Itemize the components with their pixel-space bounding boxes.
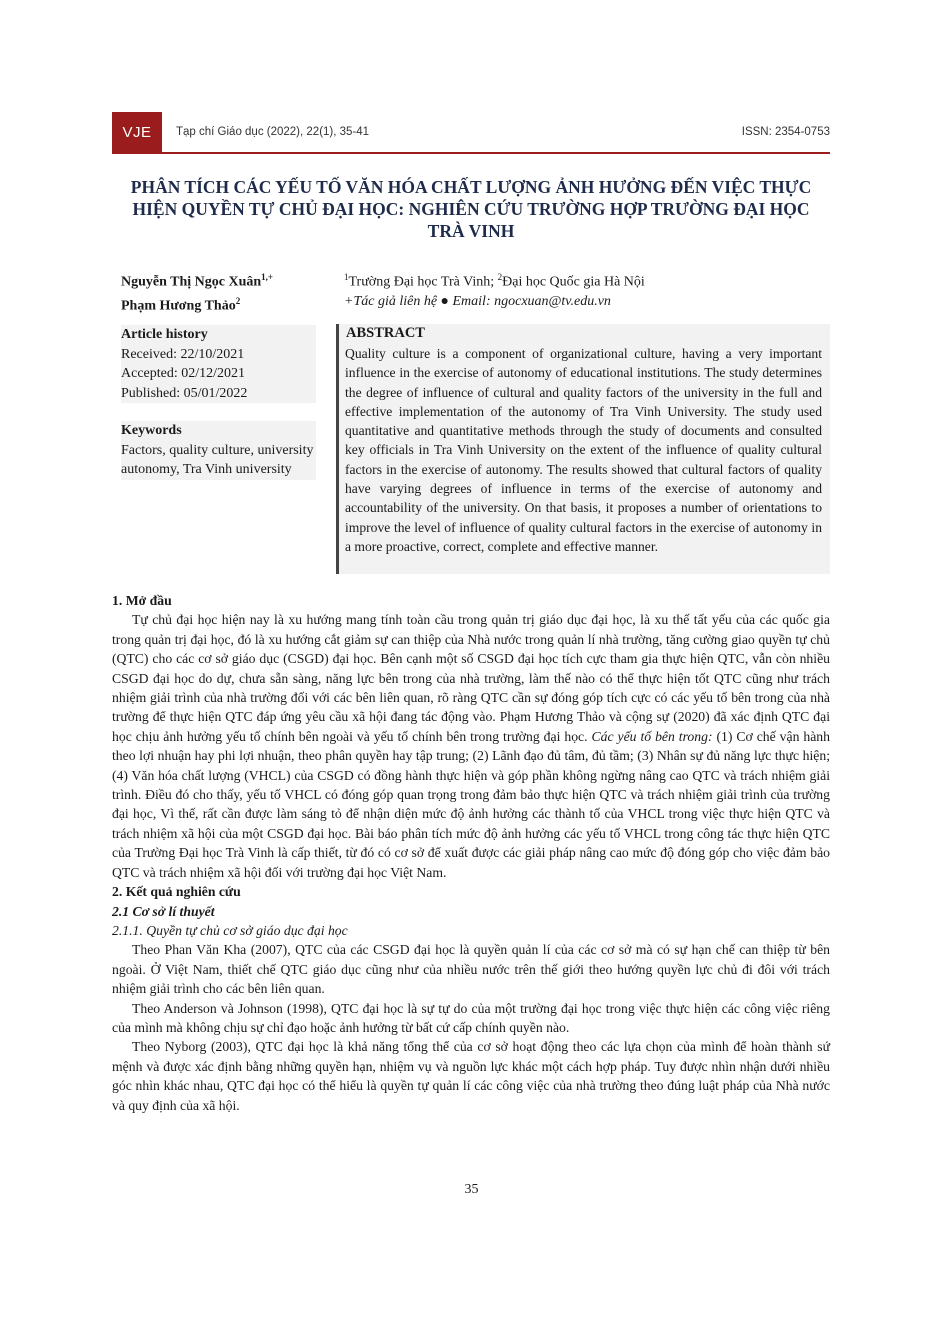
abstract-box xyxy=(336,324,830,574)
article-history xyxy=(121,325,316,403)
contact-email[interactable]: +Tác giả liên hệ ● Email: ngocxuan@tv.edu.vn xyxy=(344,293,611,309)
author-list xyxy=(121,268,273,315)
author-2: Phạm Hương Thảo$^2$ xyxy=(121,295,241,314)
accepted-date: Accepted: 02/12/2021 xyxy=(121,366,246,381)
journal-citation: Tạp chí Giáo dục (2022), 22(1), 35-41 xyxy=(176,126,370,138)
article-title: PHÂN TÍCH CÁC YẾU TỐ VĂN HÓA CHẤT LƯỢNG ẢNH HƯỞNG ĐẾN VIỆC THỰC HIỆN QUYỀN TỰ CHỦ ĐẠI HỌC: NGHIÊN CỨU TRƯỜNG HỢP TRƯỜNG ĐẠI HỌC TRÀ VINH xyxy=(130,177,812,241)
affiliation-line: $^1$Trường Đại học Trà Vinh; $^2$Đại học Quốc gia Hà Nội xyxy=(344,272,645,290)
journal-header xyxy=(112,112,830,152)
subsubsection-heading: 2.1.1. Quyền tự chủ cơ sở giáo dục đại học xyxy=(112,922,348,938)
paragraph: Tự chủ đại học hiện nay là xu hướng mang tính toàn cầu trong quản trị giáo dục đại học, là xu thế tất yếu của các quốc gia trong quản trị đại học, đó là xu hướng cắt giảm sự can thiệp của Nhà nước trong quản lí nhà trường, tăng cường giao quyền tự chủ (QTC) cho các cơ sở giáo dục (CSGD) đại học. Bên cạnh một số CSGD đại học tích cực tham gia thực hiện QTC, vẫn còn nhiều CSGD đại học do dự, chưa sẵn sàng, năng lực bên trong của nhà trường, làm thế nào có thể thực hiện tốt QTC cũng như trách nhiệm giải trình của nhà trường đối với các bên liên quan, rõ ràng QTC cần sự đóng góp tích cực có các yếu tố bên trong của nhà trường để thực hiện QTC đáp ứng yêu cầu xã hội đang tác động vào. Phạm Hương Thảo và cộng sự (2020) đã xác định QTC đại học chịu ảnh hưởng yếu tố chính bên ngoài và yếu tố chính bên trong trường đại học. Các yếu tố bên trong: (1) Cơ chế vận hành theo lợi nhuận hay phi lợi nhuận, theo phân quyền hay tập trung; (2) Lãnh đạo đủ tâm, đủ tầm; (3) Nhân sự đủ năng lực thực hiện; (4) Văn hóa chất lượng (VHCL) của CSGD có đồng hành thực hiện và góp phần không ngừng nâng cao QTC và trách nhiệm giải trình. Điều đó cho thấy, yếu tố VHCL có đóng góp quan trọng trong đảm bảo thực hiện QTC và trách nhiệm giải trình của trường đại học, Vì thế, rất cần được làm sáng tỏ để nhận diện mức độ ảnh hưởng các thành tố của VHCL trong việc thực hiện QTC và trách nhiệm xã hội của một CSGD đại học. Bài báo phân tích mức độ ảnh hưởng các yếu tố VHCL trong công tác thực hiện QTC của Trường Đại học Trà Vinh là cấp thiết, từ đó có cơ sở để xuất được các giải pháp nâng cao mức độ đóng góp cho việc đảm bảo QTC và trách nhiệm xã hội đối với trường đại học Việt Nam. xyxy=(112,612,830,880)
keywords-text: Factors, quality culture, university autonomy, Tra Vinh university xyxy=(121,442,314,477)
header-rule xyxy=(112,152,830,154)
subsection-heading: 2.1 Cơ sở lí thuyết xyxy=(112,903,215,919)
section-heading: 2. Kết quả nghiên cứu xyxy=(112,884,241,900)
affiliations xyxy=(344,268,645,311)
keywords-heading: Keywords xyxy=(121,423,182,438)
received-date: Received: 22/10/2021 xyxy=(121,346,245,362)
published-date: Published: 05/01/2022 xyxy=(121,385,248,401)
paragraph: Theo Phan Văn Kha (2007), QTC của các CSGD đại học là quyền quản lí của các cơ sở mà có sự hạn chế can thiệp từ bên ngoài. Ở Việt Nam, thiết chế QTC giáo dục cũng như của nhiều nước trên thế giới theo hướng quyền lực chủ đi đôi với trách nhiệm giải trình cho các bên liên quan. xyxy=(112,942,830,997)
keywords-box xyxy=(121,421,316,480)
abstract-text: Quality culture is a component of organizational culture, having a very important influence in the exercise of autonomy of educational institutions. The study determines the degree of influence of cultural and quality factors of the university in the full and effective implementation of the autonomy of Tra Vinh University. The study used quantitative and quantitative methods through the study of documents and consulted key officials in Tra Vinh University on the extent of the influence of quality cultural factors in the exercise of autonomy. The results showed that cultural factors of quality have varying degrees of influence in terms of the exercise of autonomy and accountability of the university. On that basis, it proposes a number of orientations to improve the level of influence of quality cultural factors in the exercise of autonomy in a more proactive, correct, complete and effective manner. xyxy=(345,346,822,554)
history-heading: Article history xyxy=(121,327,208,342)
issn: ISSN: 2354-0753 xyxy=(741,126,830,138)
abstract-heading: ABSTRACT xyxy=(346,325,425,341)
vje-logo: VJE xyxy=(112,112,162,152)
abstract-bar xyxy=(336,324,339,574)
article-body xyxy=(112,591,830,1115)
page-number: 35 xyxy=(464,1182,479,1197)
author-1: Nguyễn Thị Ngọc Xuân$^{1,+}$ xyxy=(121,272,274,290)
paragraph: Theo Anderson và Johnson (1998), QTC đại học là sự tự do của một trường đại học trong việc thực hiện các công việc riêng của mình mà không chịu sự chỉ đạo hoặc ảnh hưởng từ bất cứ cấp chính quyền nào. xyxy=(112,1000,830,1035)
paragraph: Theo Nyborg (2003), QTC đại học là khả năng tổng thể của cơ sở hoạt động theo các lựa chọn của mình để hoàn thành sứ mệnh và được xác định bằng những quyền hạn, nhiệm vụ và nguồn lực khác một cách hợp pháp. Tuy được nhìn nhận dưới nhiều góc nhìn khác nhau, QTC đại học có thể hiểu là quyền tự quản lí các công việc của nhà trường theo đúng luật pháp của Nhà nước và quy định của xã hội. xyxy=(112,1039,830,1113)
section-heading: 1. Mở đầu xyxy=(112,593,172,608)
